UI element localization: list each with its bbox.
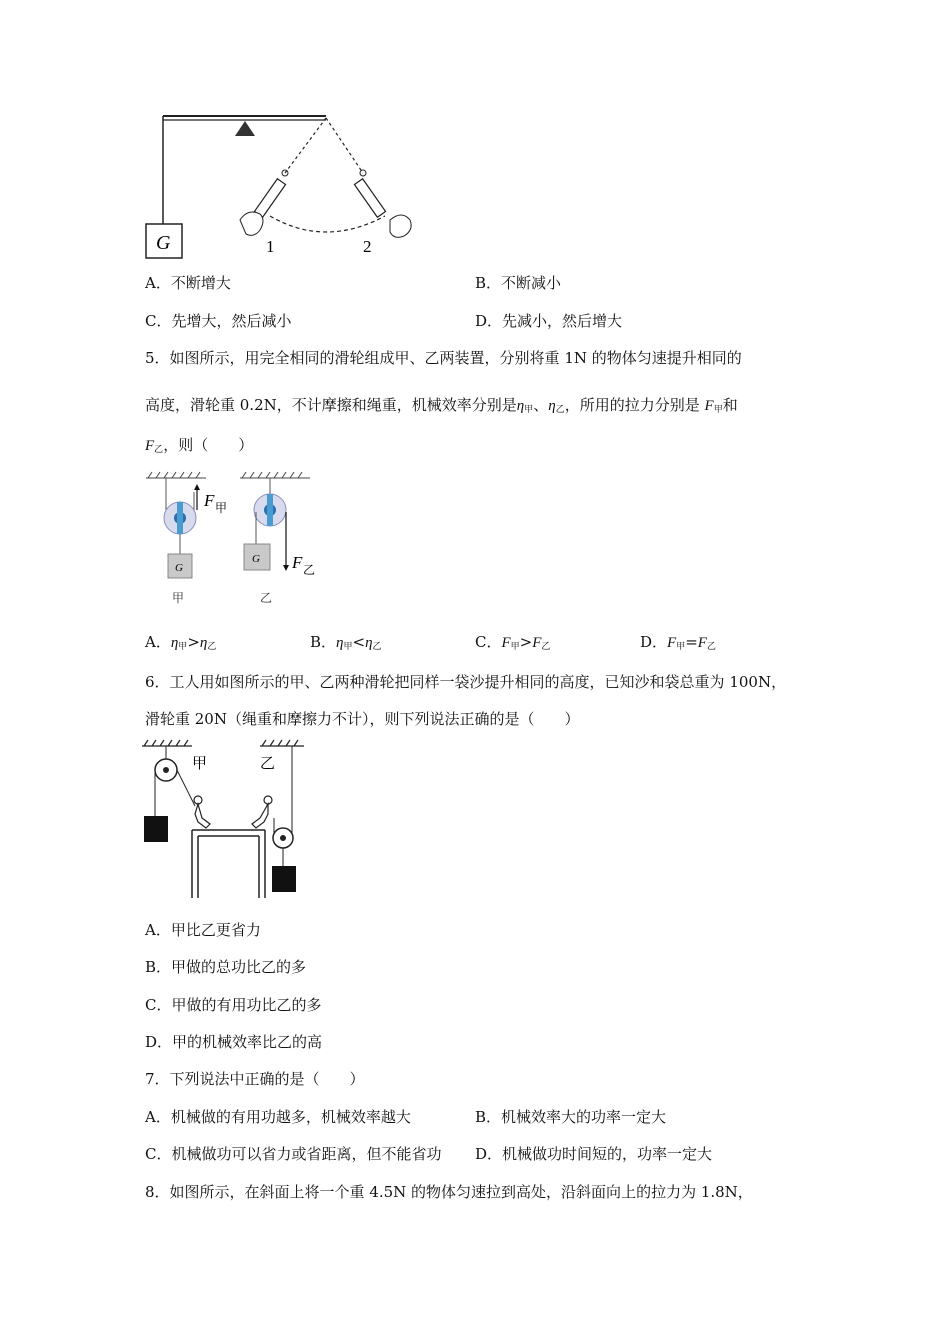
q4-option-d: D．先减小，然后增大 bbox=[475, 312, 623, 330]
force-jia-sub: 甲 bbox=[215, 501, 228, 515]
q5-option-d: D．$F_甲=F_乙$ bbox=[640, 633, 716, 652]
rope-2 bbox=[326, 118, 363, 173]
q5-option-c: C．$F_甲>F_乙$ bbox=[475, 633, 551, 652]
hand-1 bbox=[240, 212, 263, 235]
pulley-figure-q5 bbox=[142, 470, 332, 610]
q7-option-c: C．机械做功可以省力或省距离，但不能省功 bbox=[145, 1145, 442, 1163]
q6-line-1: 6．工人用如图所示的甲、乙两种滑轮把同样一袋沙提升相同的高度，已知沙和袋总重为 100N， bbox=[145, 673, 787, 691]
sand-bag-jia bbox=[144, 816, 168, 842]
ceiling-right bbox=[260, 740, 304, 746]
q6-option-b: B．甲做的总功比乙的多 bbox=[145, 958, 307, 976]
label-jia: 甲 bbox=[172, 591, 185, 605]
ceiling-yi bbox=[240, 472, 310, 478]
fulcrum bbox=[235, 121, 255, 136]
ceiling-left bbox=[142, 740, 192, 746]
q5-option-b: B．$\eta_甲<\eta_乙$ bbox=[310, 633, 382, 652]
q5-line-3: $F_乙$，则（ ） bbox=[145, 436, 254, 455]
building bbox=[192, 830, 265, 898]
q7-option-a: A．机械做的有用功越多，机械效率越大 bbox=[145, 1108, 411, 1126]
swing-arc bbox=[270, 216, 385, 232]
force-yi-sub: 乙 bbox=[303, 563, 316, 577]
q5-line-1: 5．如图所示，用完全相同的滑轮组成甲、乙两装置，分别将重 1N 的物体匀速提升相同的 bbox=[145, 349, 742, 367]
q6-line-2: 滑轮重 20N（绳重和摩擦力不计），则下列说法正确的是（ ） bbox=[145, 710, 580, 728]
sand-bag-yi bbox=[272, 866, 296, 892]
q6-option-d: D．甲的机械效率比乙的高 bbox=[145, 1033, 323, 1051]
position-1-label: 1 bbox=[266, 237, 275, 256]
force-yi-F: F bbox=[292, 553, 303, 572]
q4-option-b: B．不断减小 bbox=[475, 274, 562, 292]
q6-option-a: A．甲比乙更省力 bbox=[145, 921, 261, 939]
label-yi-fig: 乙 bbox=[260, 754, 276, 772]
spring-balance-2 bbox=[354, 170, 385, 217]
q7-stem: 7．下列说法中正确的是（ ） bbox=[145, 1070, 365, 1088]
q4-option-a: A．不断增大 bbox=[145, 274, 231, 292]
q5-line-2: 高度，滑轮重 0.2N，不计摩擦和绳重，机械效率分别是$\eta_甲$、$\eta_乙$，所用的拉力分别是 $F_甲$和 bbox=[145, 396, 738, 415]
q7-option-d: D．机械做功时间短的，功率一定大 bbox=[475, 1145, 713, 1163]
weight-yi-label: G bbox=[252, 553, 260, 565]
q8-line-1: 8．如图所示，在斜面上将一个重 4.5N 的物体匀速拉到高处，沿斜面向上的拉力为 1.8N， bbox=[145, 1183, 753, 1201]
spring-balance-1 bbox=[254, 170, 288, 217]
q5-option-a: A．$\eta_甲>\eta_乙$ bbox=[145, 633, 217, 652]
weight-jia-label: G bbox=[175, 562, 183, 574]
force-jia-F: F bbox=[204, 491, 215, 510]
q7-option-b: B．机械效率大的功率一定大 bbox=[475, 1108, 667, 1126]
worker-pulley-figure bbox=[140, 738, 310, 900]
hand-2 bbox=[390, 215, 411, 237]
rope-1 bbox=[285, 118, 326, 173]
label-yi: 乙 bbox=[260, 591, 273, 605]
weight-label: G bbox=[156, 232, 171, 254]
q4-option-c: C．先增大，然后减小 bbox=[145, 312, 292, 330]
worker-jia bbox=[194, 796, 210, 828]
label-jia-fig: 甲 bbox=[192, 754, 208, 772]
q6-option-c: C．甲做的有用功比乙的多 bbox=[145, 996, 322, 1014]
ceiling-jia bbox=[146, 472, 206, 478]
lever-figure bbox=[140, 108, 430, 268]
position-2-label: 2 bbox=[363, 237, 372, 256]
worker-yi bbox=[252, 796, 272, 828]
